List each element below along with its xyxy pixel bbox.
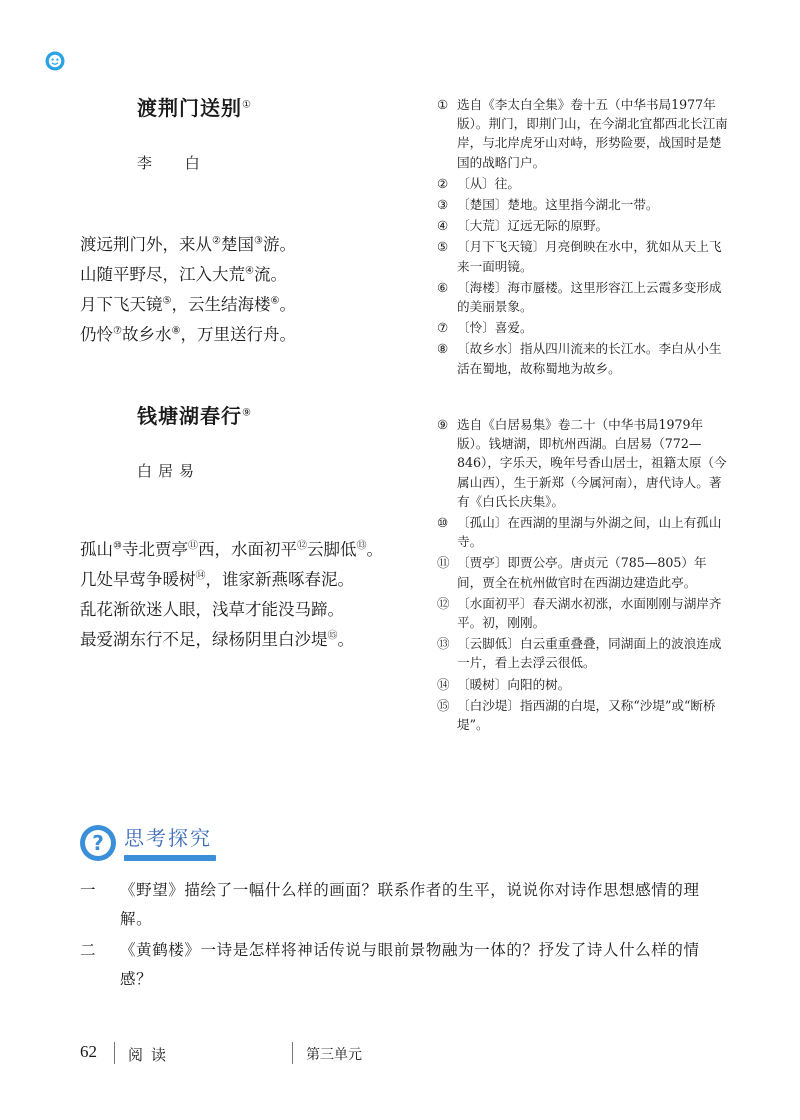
poem2-stanza bbox=[80, 535, 383, 655]
note-item: ③ 〔楚国〕楚地。这里指今湖北一带。 bbox=[437, 197, 659, 213]
notes-poem1 bbox=[437, 95, 729, 380]
poem2-line-3: 乱花渐欲迷人眼，浅草才能没马蹄。 bbox=[80, 600, 344, 619]
footer-divider bbox=[292, 1042, 293, 1064]
poem1-title: 渡荆门送别① bbox=[137, 96, 252, 120]
poem1-line-2: 山随平野尽，江入大荒④流。 bbox=[80, 265, 287, 284]
note-item: ① 选自《李太白全集》卷十五（中华书局1977年版）。荆门，即荆门山，在今湖北宜都西北长江南岸，与北岸虎牙山对峙，形势险要，战国时是楚国的战略门户。 bbox=[437, 97, 728, 170]
note-item: ⑭ 〔暖树〕向阳的树。 bbox=[437, 676, 571, 692]
note-item: ⑤ 〔月下飞天镜〕月亮倒映在水中，犹如从天上飞来一面明镜。 bbox=[437, 239, 722, 274]
poem1-title-note: ① bbox=[242, 99, 252, 111]
poem2-line-1: 孤山⑩寺北贾亭⑪西，水面初平⑫云脚低⑬。 bbox=[80, 540, 383, 559]
footer-divider bbox=[114, 1042, 115, 1064]
poem2-title: 钱塘湖春行⑨ bbox=[137, 404, 252, 428]
poem1-line-3: 月下飞天镜⑤，云生结海楼⑥。 bbox=[80, 295, 296, 314]
poem2-line-2: 几处早莺争暖树⑭，谁家新燕啄春泥。 bbox=[80, 570, 354, 589]
note-item: ⑧ 〔故乡水〕指从四川流来的长江水。李白从小生活在蜀地，故称蜀地为故乡。 bbox=[437, 341, 722, 376]
poem1-stanza bbox=[80, 230, 296, 350]
poem2-line-4: 最爱湖东行不足，绿杨阴里白沙堤⑮。 bbox=[80, 630, 354, 649]
note-item: ⑫ 〔水面初平〕春天湖水初涨，水面刚刚与湖岸齐平。初，刚刚。 bbox=[437, 595, 722, 631]
note-item: ② 〔从〕往。 bbox=[437, 175, 520, 191]
note-item: ⑪ 〔贾亭〕即贾公亭。唐贞元（785—805）年间，贾全在杭州做官时在西湖边建造此亭。 bbox=[437, 555, 707, 590]
poem1-author: 李 白 bbox=[137, 154, 214, 172]
poem1-line-4: 仍怜⑦故乡水⑧，万里送行舟。 bbox=[80, 325, 296, 344]
question-item: 一 《野望》描绘了一幅什么样的画面？联系作者的生平，说说你对诗作思想感情的理解。 bbox=[80, 881, 700, 928]
note-item: ④ 〔大荒〕辽远无际的原野。 bbox=[437, 218, 609, 234]
footer-unit: 第三单元 bbox=[306, 1047, 362, 1063]
poem2-title-note: ⑨ bbox=[242, 407, 252, 419]
note-item: ⑥ 〔海楼〕海市蜃楼。这里形容江上云霞多变形成的美丽景象。 bbox=[437, 279, 722, 315]
poem2-author: 白居易 bbox=[137, 462, 201, 480]
svg-text:?: ? bbox=[92, 831, 104, 855]
thinking-title-underline bbox=[124, 855, 216, 861]
footer-section: 阅读 bbox=[128, 1046, 175, 1064]
thinking-questions bbox=[80, 876, 730, 994]
poem1-line-1: 渡远荆门外，来从②楚国③游。 bbox=[80, 235, 296, 254]
note-item: ⑬ 〔云脚低〕白云重重叠叠，同湖面上的波浪连成一片，看上去浮云很低。 bbox=[437, 636, 722, 671]
question-item: 二 《黄鹤楼》一诗是怎样将神话传说与眼前景物融为一体的？抒发了诗人什么样的情感？ bbox=[80, 941, 700, 988]
note-item: ⑮ 〔白沙堤〕指西湖的白堤，又称“沙堤”或“断桥堤”。 bbox=[437, 697, 716, 733]
note-item: ⑩ 〔孤山〕在西湖的里湖与外湖之间，山上有孤山寺。 bbox=[437, 515, 722, 550]
note-item: ⑨ 选自《白居易集》卷二十（中华书局1979年版）。钱塘湖，即杭州西湖。白居易（772—846），字乐天，晚年号香山居士，祖籍太原（今属山西），生于新郑（今属河南），唐代诗人。著有《白氏长庆集》。 bbox=[437, 417, 727, 509]
note-item: ⑦ 〔怜〕喜爱。 bbox=[437, 320, 533, 336]
notes-poem2 bbox=[437, 415, 729, 736]
smiley-icon bbox=[44, 50, 66, 72]
page-number: 62 bbox=[80, 1042, 97, 1061]
thinking-section-title: 思考探究 bbox=[124, 826, 212, 850]
